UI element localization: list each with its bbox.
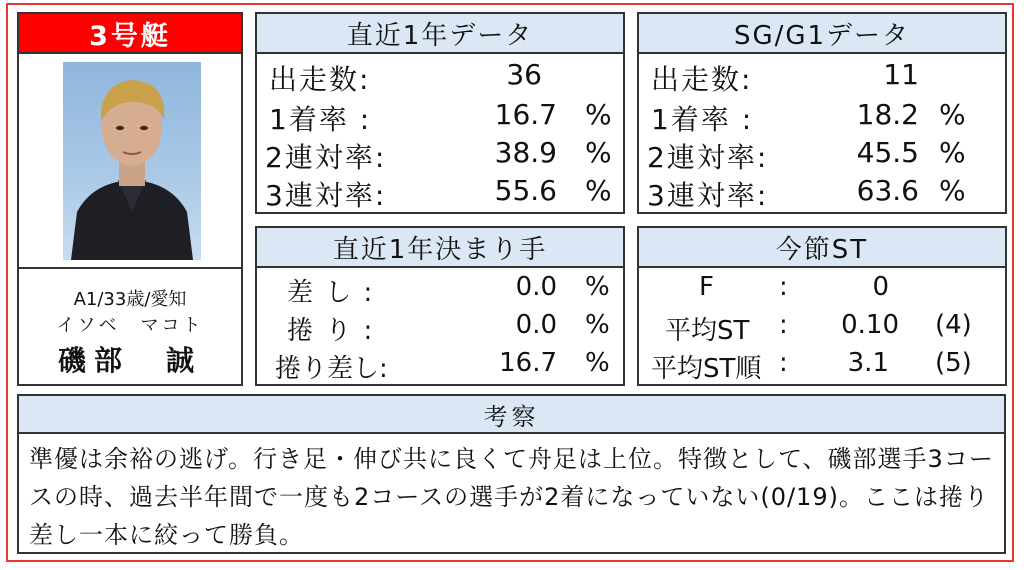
stat-label: 3連対率:	[265, 179, 387, 212]
current-st-panel	[637, 226, 1007, 386]
sg-g1-panel	[637, 12, 1007, 214]
st-rank: (4)	[935, 310, 972, 340]
racer-class-age-branch: A1/33歳/愛知	[73, 289, 187, 310]
boat-number-badge: 3号艇	[17, 12, 243, 54]
stat-unit: %	[585, 136, 612, 169]
stat-unit: %	[585, 310, 610, 340]
stat-row	[257, 272, 623, 310]
recent-year-panel	[255, 12, 625, 214]
sg-g1-title: SG/G1データ	[639, 14, 1005, 54]
st-row	[639, 310, 1005, 348]
stat-label: 出走数:	[269, 63, 371, 96]
stat-value: 55.6	[494, 174, 557, 207]
stat-row	[257, 174, 623, 212]
stat-label: 捲り差し:	[275, 354, 388, 384]
st-label: F	[699, 272, 714, 302]
stat-row	[639, 174, 1005, 212]
summary-text: 準優は余裕の逃げ。行き足・伸び共に良くて舟足は上位。特徴として、磯部選手3コースの時、過去半年間で一度も2コースの選手が2着になっていない(0/19)。ここは捲り差し一本に絞って勝負。	[29, 445, 994, 549]
st-label: 平均ST	[665, 316, 750, 346]
stat-label: 2連対率:	[647, 141, 769, 174]
racer-name: 磯部 誠	[57, 344, 202, 377]
stat-value: 0.0	[515, 272, 557, 302]
stat-unit: %	[585, 348, 610, 378]
stat-value: 16.7	[494, 98, 557, 131]
racer-photo-box	[17, 52, 243, 269]
stat-label: 1着率 :	[651, 103, 754, 136]
st-row	[639, 272, 1005, 310]
stat-row	[257, 98, 623, 136]
stat-row	[257, 310, 623, 348]
current-st-title: 今節ST	[639, 228, 1005, 268]
stat-value: 36	[506, 58, 542, 91]
racer-photo	[63, 62, 201, 260]
st-row	[639, 348, 1005, 386]
stat-unit: %	[939, 136, 966, 169]
recent-year-title: 直近1年データ	[257, 14, 623, 54]
stat-value: 38.9	[494, 136, 557, 169]
st-colon: :	[779, 310, 788, 340]
stat-value: 18.2	[856, 98, 919, 131]
stat-label: 出走数:	[651, 63, 753, 96]
stat-row	[257, 136, 623, 174]
st-value: 0	[872, 272, 889, 302]
stat-value: 16.7	[499, 348, 557, 378]
stat-row	[639, 58, 1005, 96]
stat-unit: %	[939, 98, 966, 131]
summary-title: 考察	[19, 396, 1004, 434]
stat-value: 45.5	[856, 136, 919, 169]
stat-label: 1着率 :	[269, 103, 372, 136]
stat-unit: %	[585, 174, 612, 207]
st-colon: :	[779, 272, 788, 302]
stat-label: 3連対率:	[647, 179, 769, 212]
st-value: 3.1	[847, 348, 889, 378]
st-colon: :	[779, 348, 788, 378]
kimarite-panel	[255, 226, 625, 386]
racer-info-box	[17, 267, 243, 386]
stat-value: 11	[883, 58, 919, 91]
st-label: 平均ST順	[651, 354, 762, 384]
stat-unit: %	[939, 174, 966, 207]
racer-kana-name: イソベ マコト	[56, 315, 204, 336]
stat-row	[639, 136, 1005, 174]
stat-unit: %	[585, 272, 610, 302]
stat-row	[639, 98, 1005, 136]
stat-unit: %	[585, 98, 612, 131]
stat-label: 捲 り :	[287, 316, 375, 346]
stat-row	[257, 348, 623, 386]
stat-value: 0.0	[515, 310, 557, 340]
st-value: 0.10	[841, 310, 899, 340]
stat-label: 差 し :	[287, 278, 375, 308]
stat-value: 63.6	[856, 174, 919, 207]
st-rank: (5)	[935, 348, 972, 378]
stat-row	[257, 58, 623, 96]
kimarite-title: 直近1年決まり手	[257, 228, 623, 268]
summary-panel	[17, 394, 1006, 554]
stat-label: 2連対率:	[265, 141, 387, 174]
